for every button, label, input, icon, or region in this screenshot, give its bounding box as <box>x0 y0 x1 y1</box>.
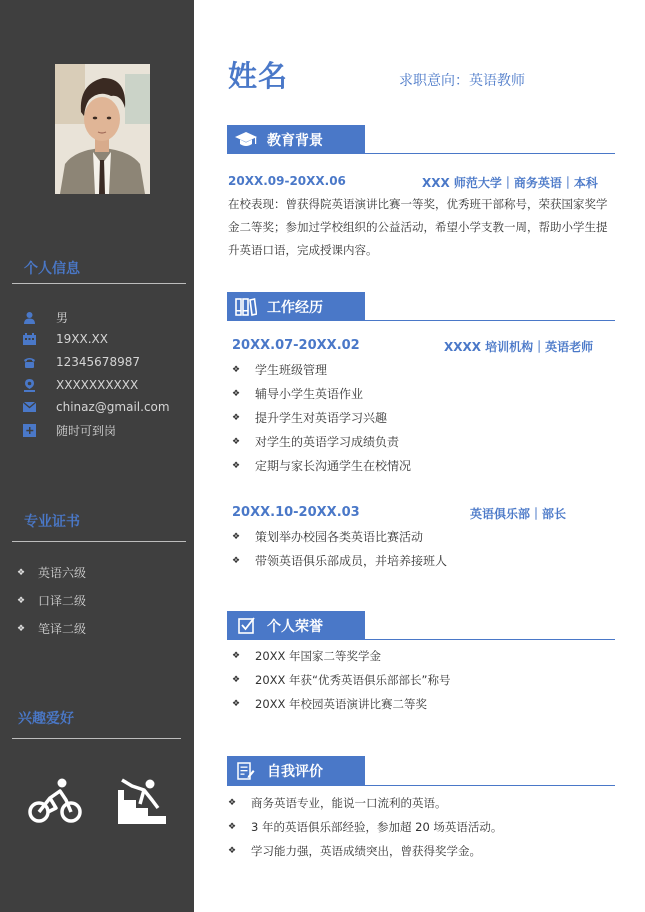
job-period: 20XX.10-20XX.03 <box>232 505 360 520</box>
cert-label: 笔译二级 <box>38 622 87 636</box>
section-rule <box>227 153 615 154</box>
birth-value: 19XX.XX <box>56 332 108 346</box>
person-icon <box>22 310 36 324</box>
cycling-icon <box>28 778 82 828</box>
job-duty: ❖ 带领英语俱乐部成员，并培养接班人 <box>232 554 448 568</box>
education-line: 在校表现：曾获得院英语演讲比赛一等奖，优秀班干部称号，荣获国家奖学 <box>228 197 608 211</box>
email-value: chinaz@gmail.com <box>56 400 170 414</box>
job-period: 20XX.07-20XX.02 <box>232 338 360 353</box>
job-org: 英语俱乐部｜部长 <box>470 507 567 521</box>
education-line: 金二等奖；参加过学校组织的公益活动，希望小学支教一周，帮助小学生提 <box>228 220 608 234</box>
diamond-bullet-icon: ❖ <box>17 567 26 578</box>
diamond-bullet-icon: ❖ <box>232 460 241 471</box>
books-icon <box>234 297 258 317</box>
address-value: XXXXXXXXXX <box>56 378 139 392</box>
work-title: 工作经历 <box>267 299 323 316</box>
self-eval-item: ❖ 3 年的英语俱乐部经验，参加超 20 场英语活动。 <box>228 820 503 834</box>
checkbox-icon <box>234 616 258 636</box>
section-rule <box>227 785 615 786</box>
hobbies-heading: 兴趣爱好 <box>18 711 74 727</box>
info-email <box>22 399 170 415</box>
diamond-bullet-icon: ❖ <box>232 555 241 566</box>
availability-value: 随时可到岗 <box>56 423 117 438</box>
self-eval-title: 自我评价 <box>267 763 323 780</box>
gender-value: 男 <box>56 310 69 325</box>
sidebar <box>0 0 194 912</box>
diamond-bullet-icon: ❖ <box>232 675 241 685</box>
checkin-icon <box>22 423 36 437</box>
diamond-bullet-icon: ❖ <box>228 798 237 808</box>
phone-value: 12345678987 <box>56 355 140 369</box>
job-org: XXXX 培训机构｜英语老师 <box>444 340 594 354</box>
info-gender <box>22 309 69 325</box>
diamond-bullet-icon: ❖ <box>232 651 241 661</box>
education-period: 20XX.09-20XX.06 <box>228 174 346 188</box>
certificates-heading: 专业证书 <box>24 514 80 530</box>
job-duty: ❖ 策划举办校园各类英语比赛活动 <box>232 530 424 544</box>
education-description <box>228 193 620 262</box>
document-edit-icon <box>234 761 258 781</box>
profile-photo <box>55 64 150 194</box>
diamond-bullet-icon: ❖ <box>17 595 26 606</box>
job-duty: ❖ 对学生的英语学习成绩负责 <box>232 435 400 449</box>
diamond-bullet-icon: ❖ <box>17 623 26 634</box>
honor-item: ❖ 20XX 年校园英语演讲比赛二等奖 <box>232 697 428 711</box>
divider <box>12 283 186 284</box>
diamond-bullet-icon: ❖ <box>232 412 241 423</box>
job-duty: ❖ 辅导小学生英语作业 <box>232 387 364 401</box>
personal-info-heading: 个人信息 <box>24 261 80 277</box>
job-duty: ❖ 学生班级管理 <box>232 363 328 377</box>
self-eval-item: ❖ 商务英语专业，能说一口流利的英语。 <box>228 796 447 810</box>
work-section-header <box>227 292 365 321</box>
cert-item <box>17 620 86 637</box>
education-line: 升英语口语，完成授课内容。 <box>228 243 378 257</box>
graduation-cap-icon <box>234 130 258 150</box>
diamond-bullet-icon: ❖ <box>232 364 241 375</box>
divider <box>12 541 186 542</box>
diamond-bullet-icon: ❖ <box>232 531 241 542</box>
self-eval-section-header <box>227 756 365 785</box>
job-duty: ❖ 提升学生对英语学习兴趣 <box>232 411 388 425</box>
diamond-bullet-icon: ❖ <box>232 436 241 447</box>
location-icon <box>22 378 36 392</box>
honor-item: ❖ 20XX 年国家二等奖学金 <box>232 649 382 663</box>
calendar-icon <box>22 332 36 346</box>
diamond-bullet-icon: ❖ <box>232 388 241 399</box>
education-title: 教育背景 <box>267 132 323 149</box>
education-school: XXX 师范大学｜商务英语｜本科 <box>422 176 598 190</box>
info-phone <box>22 354 140 370</box>
honor-item: ❖ 20XX 年获“优秀英语俱乐部部长”称号 <box>232 673 451 687</box>
cert-item <box>17 564 86 581</box>
section-rule <box>227 320 615 321</box>
honors-section-header <box>227 611 365 640</box>
mail-icon <box>22 400 36 414</box>
info-birth <box>22 331 108 347</box>
job-intent: 求职意向：英语教师 <box>399 73 525 89</box>
honors-title: 个人荣誉 <box>267 618 323 635</box>
divider <box>12 738 181 739</box>
diamond-bullet-icon: ❖ <box>228 846 237 856</box>
phone-icon <box>22 355 36 369</box>
cert-label: 英语六级 <box>38 566 87 580</box>
info-availability <box>22 422 117 438</box>
diamond-bullet-icon: ❖ <box>228 822 237 832</box>
cert-label: 口译二级 <box>38 594 87 608</box>
candidate-name: 姓名 <box>228 59 289 93</box>
portrait-image <box>55 64 150 194</box>
diamond-bullet-icon: ❖ <box>232 699 241 709</box>
info-address <box>22 377 139 393</box>
climbing-icon <box>118 776 166 828</box>
section-rule <box>227 639 615 640</box>
education-section-header <box>227 125 365 154</box>
cert-item <box>17 592 86 609</box>
self-eval-item: ❖ 学习能力强，英语成绩突出，曾获得奖学金。 <box>228 844 481 858</box>
job-duty: ❖ 定期与家长沟通学生在校情况 <box>232 459 412 473</box>
